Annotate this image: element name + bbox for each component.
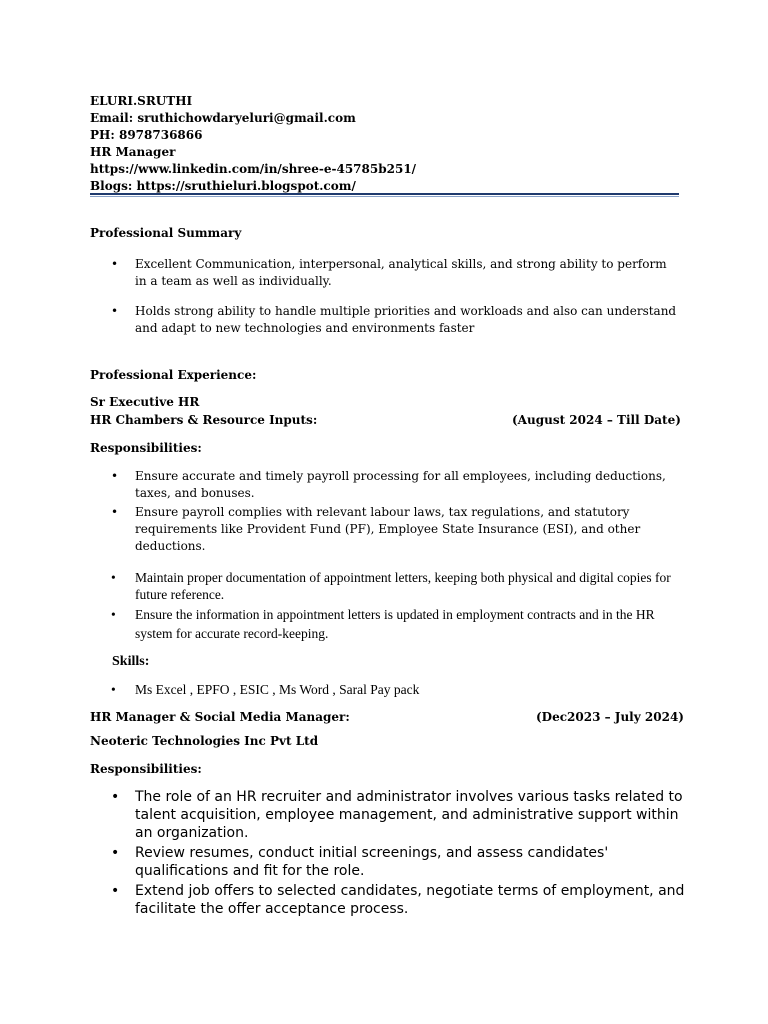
list-item: • Maintain proper documentation of appointment letters, keeping both physical and digital copies for future reference. — [111, 570, 671, 602]
summary-heading: Professional Summary — [90, 226, 242, 240]
job2-responsibilities-heading: Responsibilities: — [90, 762, 202, 776]
job1-dates: (August 2024 – Till Date) — [512, 413, 681, 427]
linkedin-link[interactable]: https://www.linkedin.com/in/shree-e-45785b251/ — [90, 162, 417, 176]
bullet-icon: • — [111, 570, 116, 585]
blog-link[interactable]: Blogs: https://sruthieluri.blogspot.com/ — [90, 179, 356, 193]
job2-company: Neoteric Technologies Inc Pvt Ltd — [90, 734, 319, 748]
list-item: • Ensure payroll complies with relevant labour laws, tax regulations, and statutory requirements like Provident Fund (PF), Employee State Insurance (ESI), and other deductions. — [111, 505, 641, 553]
job-title: HR Manager — [90, 145, 176, 159]
bullet-icon: • — [111, 257, 119, 271]
skills-list — [90, 681, 685, 698]
list-item: • Ensure accurate and timely payroll processing for all employees, including deductions, taxes, and bonuses. — [111, 469, 666, 500]
job2-role: HR Manager & Social Media Manager: — [90, 710, 350, 724]
job1-role: Sr Executive HR — [90, 395, 200, 409]
summary-list — [90, 256, 680, 337]
contact-block — [90, 93, 416, 195]
job1-responsibilities-heading: Responsibilities: — [90, 441, 202, 455]
bullet-icon: • — [111, 607, 116, 622]
bullet-icon: • — [111, 682, 116, 697]
list-item: • Excellent Communication, interpersonal, analytical skills, and strong ability to perform in a team as well as individually. — [111, 257, 667, 288]
skills-heading: Skills: — [112, 654, 150, 669]
bullet-icon: • — [111, 469, 119, 483]
bullet-icon: • — [111, 505, 119, 519]
phone-line: PH: 8978736866 — [90, 128, 203, 142]
list-item: • Extend job offers to selected candidates, negotiate terms of employment, and facilitate the offer acceptance process. — [111, 883, 685, 917]
job2-responsibilities-list — [90, 788, 690, 918]
list-item: • Holds strong ability to handle multiple priorities and workloads and also can understand and adapt to new technologies and environments faster — [111, 304, 677, 335]
bullet-icon: • — [111, 845, 120, 861]
job1-company: HR Chambers & Resource Inputs: — [90, 413, 318, 427]
bullet-icon: • — [111, 789, 120, 805]
candidate-name: ELURI.SRUTHI — [90, 94, 193, 108]
job2-dates: (Dec2023 – July 2024) — [536, 710, 684, 724]
list-item: • Ms Excel , EPFO , ESIC , Ms Word , Saral Pay pack — [111, 682, 420, 697]
experience-heading: Professional Experience: — [90, 368, 257, 382]
list-item: • Ensure the information in appointment letters is updated in employment contracts and in the HR system for accurate record-keeping. — [111, 607, 655, 641]
bullet-icon: • — [111, 304, 119, 318]
job1-responsibilities-list-b — [90, 569, 685, 643]
header-divider-thin — [90, 196, 679, 197]
header-divider — [90, 193, 679, 195]
email-line: Email: sruthichowdaryeluri@gmail.com — [90, 111, 356, 125]
list-item: • Review resumes, conduct initial screenings, and assess candidates' qualifications and fit for the role. — [111, 845, 609, 879]
bullet-icon: • — [111, 883, 120, 899]
list-item: • The role of an HR recruiter and administrator involves various tasks related to talent acquisition, employee management, and administrative support within an organization. — [111, 789, 683, 841]
job1-responsibilities-list-a — [90, 468, 685, 555]
